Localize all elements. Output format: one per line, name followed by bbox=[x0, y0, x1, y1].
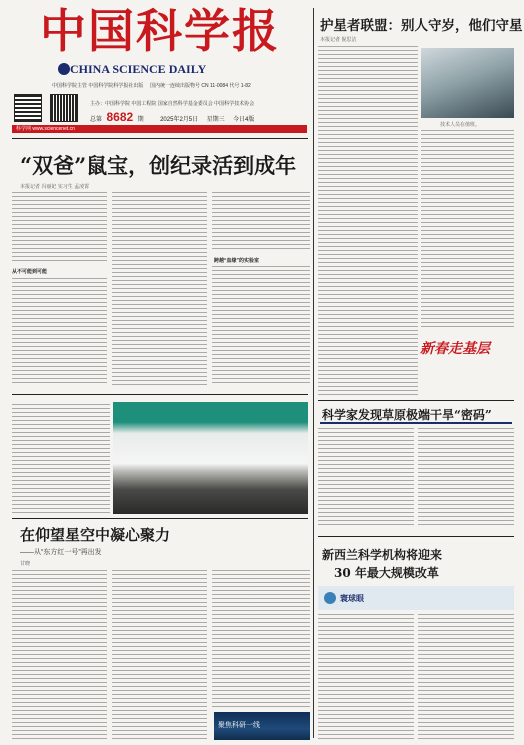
lead-text-column bbox=[12, 278, 107, 386]
masthead-english: CHINA SCIENCE DAILY bbox=[70, 62, 207, 76]
lead-text-column bbox=[212, 192, 310, 252]
masthead-sponsor-line: 主办：中国科学院 中国工程院 国家自然科学基金委员会 中国科学技术协会 bbox=[90, 101, 255, 107]
bottom-subhead: ——从“东方红一号”再出发 bbox=[20, 549, 102, 556]
right-top-caption: 技术人员在值班。 bbox=[440, 122, 481, 128]
newspaper-logo-icon bbox=[58, 63, 70, 75]
bottom-text-column bbox=[12, 570, 107, 740]
bottom-byline: 甘晓 bbox=[20, 561, 31, 567]
website-text: 科学网 www.sciencenet.cn bbox=[16, 126, 75, 132]
world-section-badge: 寰球眼 bbox=[340, 594, 364, 603]
column-divider bbox=[313, 8, 314, 738]
right-top-text bbox=[318, 46, 418, 396]
qr-code-icon bbox=[14, 94, 42, 122]
control-room-photo[interactable] bbox=[421, 48, 514, 118]
section-divider bbox=[318, 536, 514, 537]
issue-weekday: 星期三 bbox=[206, 117, 225, 123]
masthead-registration-line: 国内统一连续出版物号 CN 11-0084 代号 1-82 bbox=[150, 83, 251, 89]
new-spring-logo: 新春走基层 bbox=[420, 341, 490, 357]
lead-text-column bbox=[12, 192, 107, 264]
bottom-feature-image[interactable] bbox=[214, 712, 310, 740]
lead-byline: 本报记者 冯丽妃 实习生 孟凌霄 bbox=[20, 184, 90, 190]
bottom-text-column bbox=[112, 570, 207, 740]
issue-pages: 今日4版 bbox=[233, 117, 255, 123]
masthead-publisher-line: 中国科学院主管 中国科学院科学报社出版 bbox=[52, 83, 144, 89]
lead-subhead: 从不可能到可能 bbox=[12, 269, 48, 275]
right-bottom-headline-2[interactable]: 30 年最大规模改革 bbox=[334, 566, 439, 580]
section-divider bbox=[318, 400, 514, 401]
globe-icon bbox=[324, 592, 336, 604]
world-section-banner bbox=[318, 586, 514, 610]
section-divider bbox=[12, 394, 308, 395]
right-mid-text bbox=[318, 428, 414, 528]
right-mid-headline[interactable]: 科学家发现草原极端干旱“密码” bbox=[322, 408, 492, 422]
issue-date: 2025年2月5日 bbox=[160, 117, 199, 123]
lead-text-column bbox=[212, 266, 310, 386]
issue-info-bar bbox=[90, 108, 310, 122]
right-top-headline[interactable]: 护星者联盟：别人守岁，他们守星 bbox=[320, 18, 523, 34]
photo-story-text bbox=[12, 404, 110, 514]
right-top-text bbox=[421, 130, 514, 330]
right-bottom-text bbox=[318, 614, 414, 740]
space-station-photo[interactable] bbox=[113, 402, 308, 514]
issue-label: 总第 bbox=[90, 117, 103, 123]
lead-headline[interactable]: “双爸”鼠宝，创纪录活到成年 bbox=[20, 153, 297, 178]
bottom-text-column bbox=[212, 570, 310, 710]
issue-suffix: 期 bbox=[137, 117, 144, 123]
lead-mid-subhead: 跨越“血缘”的实验室 bbox=[214, 258, 260, 264]
right-top-byline: 本报记者 倪思洁 bbox=[320, 37, 357, 43]
right-bottom-text bbox=[418, 614, 514, 740]
issue-number: 8682 bbox=[106, 110, 134, 124]
headline-underline bbox=[320, 422, 512, 424]
lead-text-column bbox=[112, 192, 207, 386]
right-bottom-headline-1[interactable]: 新西兰科学机构将迎来 bbox=[322, 548, 443, 562]
masthead-divider bbox=[12, 138, 308, 139]
website-bar bbox=[12, 125, 307, 133]
bottom-headline[interactable]: 在仰望星空中凝心聚力 bbox=[20, 526, 171, 544]
section-divider bbox=[12, 518, 308, 519]
bottom-image-caption: 聚焦科研一线 bbox=[218, 722, 260, 729]
right-mid-text bbox=[418, 428, 514, 528]
qr-code-icon bbox=[50, 94, 78, 122]
masthead-title: 中国科学报 bbox=[40, 4, 280, 58]
